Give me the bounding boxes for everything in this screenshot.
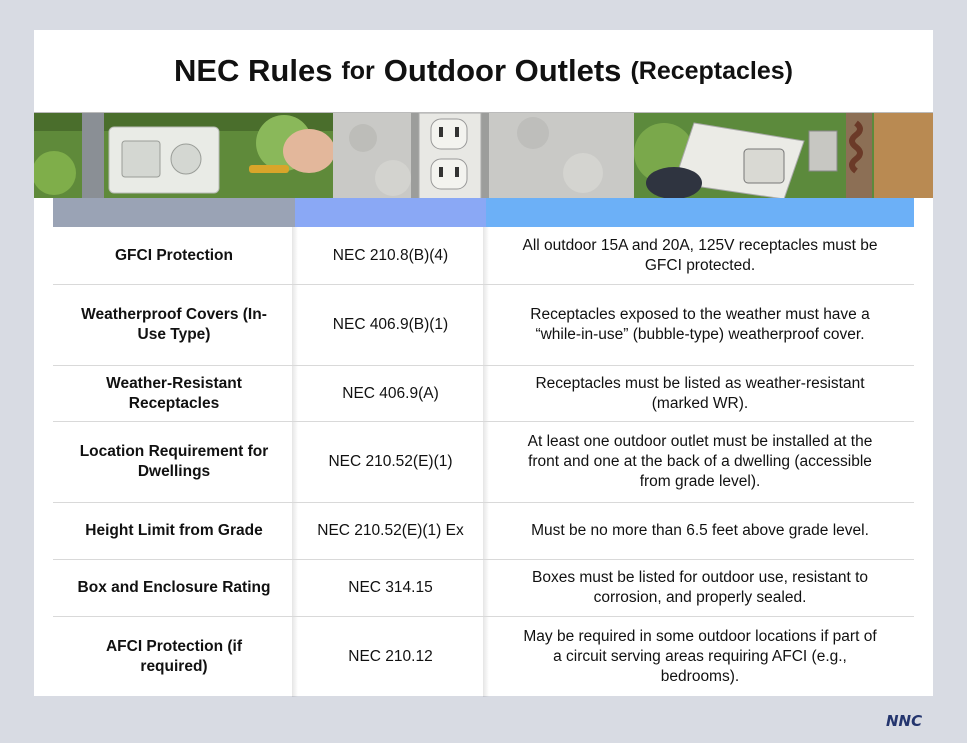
rule-description: Boxes must be listed for outdoor use, resistant to corrosion, and properly sealed. xyxy=(531,569,868,606)
photo-banner xyxy=(34,112,933,198)
rule-name: Box and Enclosure Rating xyxy=(53,560,295,616)
nec-code: NEC 210.8(B)(4) xyxy=(295,227,486,284)
title-part-4: (Receptacles) xyxy=(630,56,794,85)
nec-code: NEC 210.52(E)(1) xyxy=(295,422,486,502)
table-row xyxy=(53,366,914,422)
slide-card xyxy=(34,30,933,696)
stucco-wall-outlet-photo xyxy=(333,113,634,198)
wiring-receptacle-photo xyxy=(634,113,933,198)
nec-code: NEC 406.9(B)(1) xyxy=(295,285,486,365)
table-row xyxy=(53,285,914,366)
table-row xyxy=(53,227,914,285)
rule-name: Weatherproof Covers (In-Use Type) xyxy=(53,285,295,365)
nec-code: NEC 210.52(E)(1) Ex xyxy=(295,503,486,559)
rule-description: Receptacles must be listed as weather-resistant (marked WR). xyxy=(535,374,865,412)
rule-name: AFCI Protection (if required) xyxy=(53,617,295,697)
title-part-3: Outdoor Outlets xyxy=(383,53,622,88)
title-part-1: NEC Rules xyxy=(173,53,333,88)
table-row xyxy=(53,617,914,697)
rule-name: GFCI Protection xyxy=(53,227,295,284)
rule-name: Height Limit from Grade xyxy=(53,503,295,559)
table-row xyxy=(53,560,914,617)
nnc-logo: NNC xyxy=(886,712,923,730)
title-part-2: for xyxy=(341,56,375,85)
header-cell-description xyxy=(486,198,914,227)
table-header xyxy=(53,198,914,227)
rule-description: Receptacles exposed to the weather must have a “while-in-use” (bubble-type) weatherproof cover. xyxy=(530,306,870,343)
table-row xyxy=(53,503,914,560)
rule-name: Weather-Resistant Receptacles xyxy=(53,366,295,421)
nec-code: NEC 406.9(A) xyxy=(295,366,486,421)
page-title xyxy=(34,30,933,112)
rule-description: Must be no more than 6.5 feet above grade level. xyxy=(531,522,869,539)
nec-code: NEC 314.15 xyxy=(295,560,486,616)
rule-description: At least one outdoor outlet must be installed at the front and one at the back of a dwelling (accessible from grade level). xyxy=(527,433,873,490)
table-row xyxy=(53,422,914,503)
outdoor-gfci-outlet-photo xyxy=(34,113,333,198)
rule-description: May be required in some outdoor locations if part of a circuit serving areas requiring AFCI (e.g., bedrooms). xyxy=(523,628,877,685)
rule-description: All outdoor 15A and 20A, 125V receptacles must be GFCI protected. xyxy=(522,236,878,274)
nec-code: NEC 210.12 xyxy=(295,617,486,697)
header-cell-rule xyxy=(53,198,295,227)
header-cell-code xyxy=(295,198,486,227)
rule-name: Location Requirement for Dwellings xyxy=(53,422,295,502)
nec-rules-table xyxy=(53,198,914,697)
